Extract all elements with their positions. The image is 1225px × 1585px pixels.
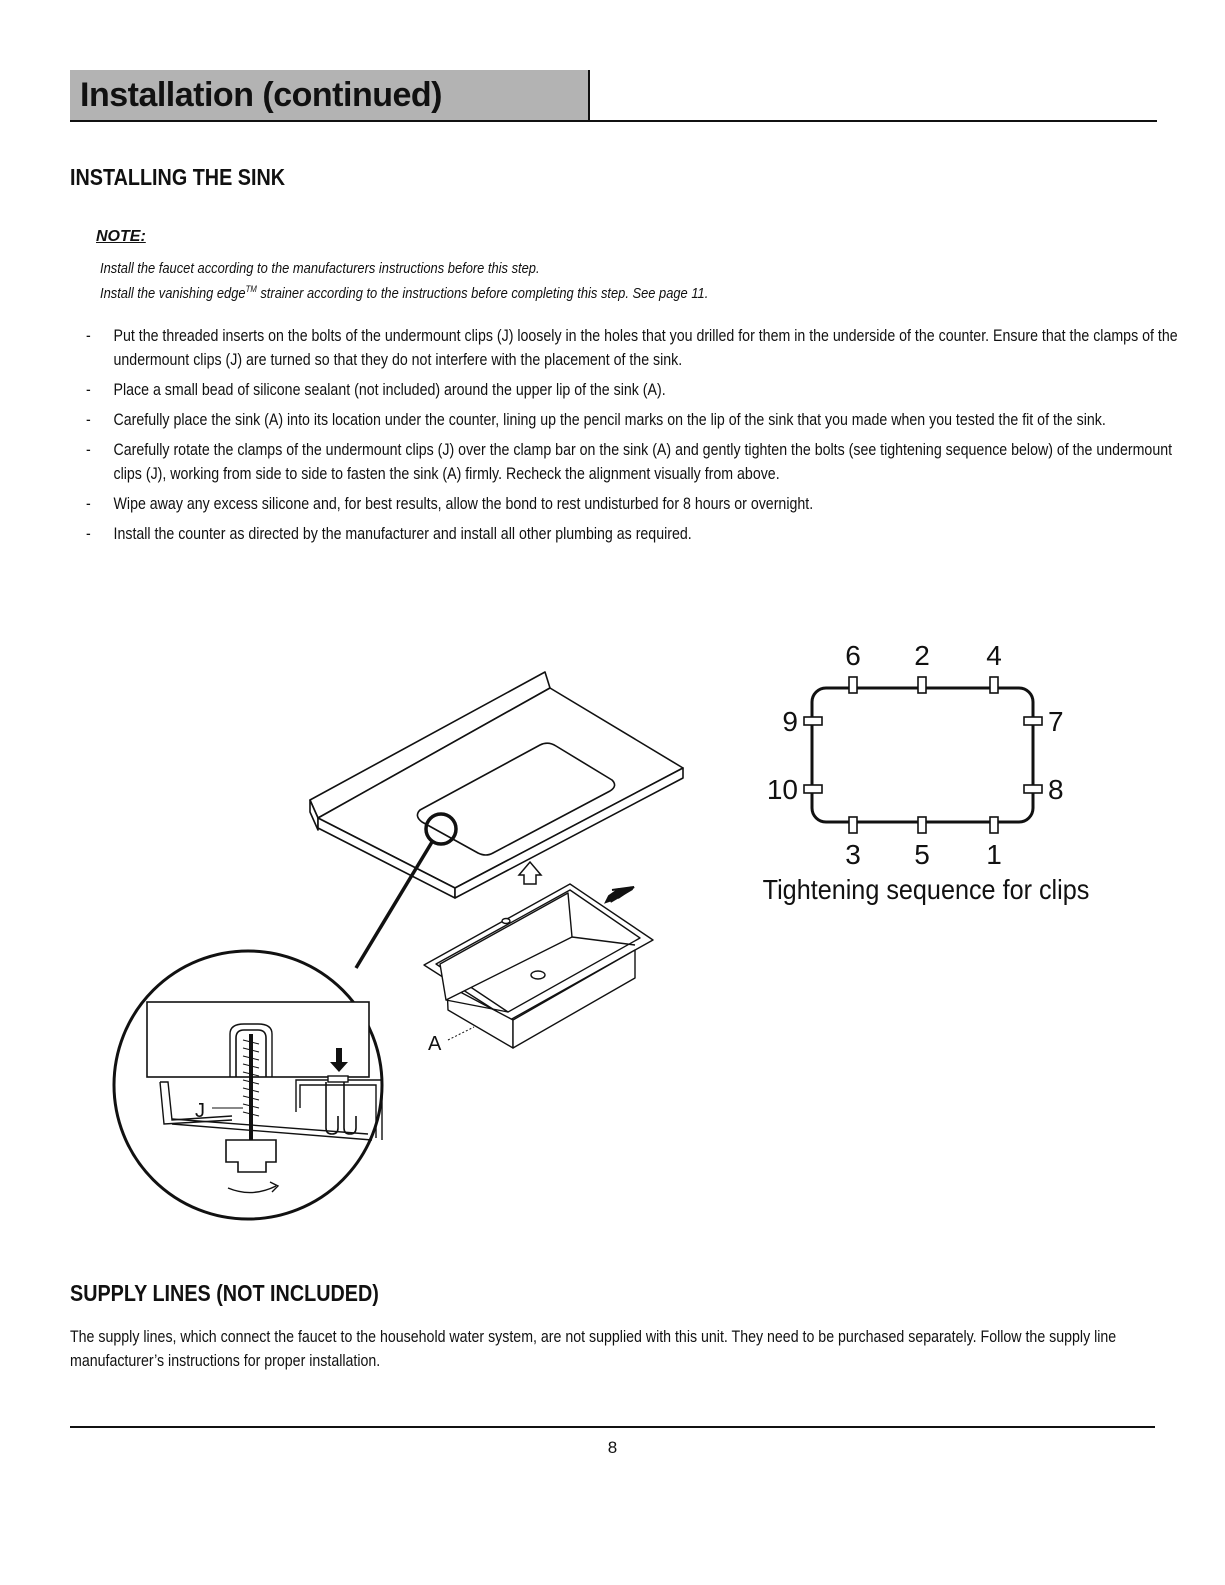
sequence-caption: Tightening sequence for clips [762, 873, 1090, 906]
clip-marker [804, 785, 822, 793]
note-label: NOTE: [96, 228, 146, 245]
sequence-number: 1 [986, 839, 1002, 870]
trademark-mark: TM [245, 284, 257, 294]
sequence-number: 2 [914, 640, 930, 671]
clip-marker [849, 677, 857, 693]
supply-lines-text: The supply lines, which connect the faucet to the household water system, are not supplied with this unit. They need to be purchased separately. Follow the supply line manufacturer’s instructions for proper installation. [70, 1328, 1117, 1370]
step-bullet: - [86, 441, 91, 459]
note-line-1: Install the faucet according to the manufacturers instructions before this step. [100, 260, 540, 277]
step-bullet: - [86, 411, 91, 429]
clip-marker [918, 817, 926, 833]
footer-rule [70, 1426, 1155, 1428]
sink-outline [812, 688, 1033, 822]
sequence-number: 10 [766, 774, 798, 805]
step-bullet: - [86, 327, 91, 345]
step-bullet: - [86, 381, 91, 399]
clip-marker [1024, 717, 1042, 725]
sequence-number: 3 [845, 839, 861, 870]
section-heading-supply-lines: SUPPLY LINES (NOT INCLUDED) [70, 1280, 379, 1306]
step-text: Wipe away any excess silicone and, for best results, allow the bond to rest undisturbed for 8 hours or overnight. [113, 495, 814, 513]
sequence-number: 8 [1048, 774, 1064, 805]
page-number: 8 [607, 1438, 618, 1457]
step-text: Install the counter as directed by the manufacturer and install all other plumbing as required. [113, 525, 692, 543]
clip-marker [918, 677, 926, 693]
note-line-2-post: strainer according to the instructions before completing this step. See page 11. [256, 285, 709, 302]
page-title: Installation (continued) [80, 76, 442, 114]
step-bullet: - [86, 525, 91, 543]
clip-marker [990, 817, 998, 833]
step-text: Put the threaded inserts on the bolts of the undermount clips (J) loosely in the holes that you drilled for them in the underside of the counter. Ensure that the clamps of the undermount clips (J) are turned so that they do not interfere with the placement of the sink. [113, 327, 1178, 369]
sequence-number: 6 [845, 640, 861, 671]
step-bullet: - [86, 495, 91, 513]
clip-marker [990, 677, 998, 693]
step-text: Place a small bead of silicone sealant (not included) around the upper lip of the sink (A). [113, 381, 666, 399]
note-line-2-pre: Install the vanishing edge [100, 285, 246, 302]
clip-marker [849, 817, 857, 833]
clip-label-j: J [195, 1100, 205, 1122]
sequence-number: 9 [782, 706, 798, 737]
step-text: Carefully rotate the clamps of the undermount clips (J) over the clamp bar on the sink (A) and gently tighten the bolts (see tightening sequence below) of the undermount clips (J), working from side to side to fasten the sink (A) firmly. Recheck the alignment visually from above. [113, 441, 1173, 483]
clip-marker [804, 717, 822, 725]
step-text: Carefully place the sink (A) into its location under the counter, lining up the pencil marks on the lip of the sink that you made when you tested the fit of the sink. [113, 411, 1106, 429]
section-heading-installing-sink: INSTALLING THE SINK [70, 164, 286, 190]
clip-marker [1024, 785, 1042, 793]
sequence-number: 5 [914, 839, 930, 870]
sequence-number: 7 [1048, 706, 1064, 737]
sequence-number: 4 [986, 640, 1002, 671]
sink-label-a: A [428, 1033, 442, 1055]
